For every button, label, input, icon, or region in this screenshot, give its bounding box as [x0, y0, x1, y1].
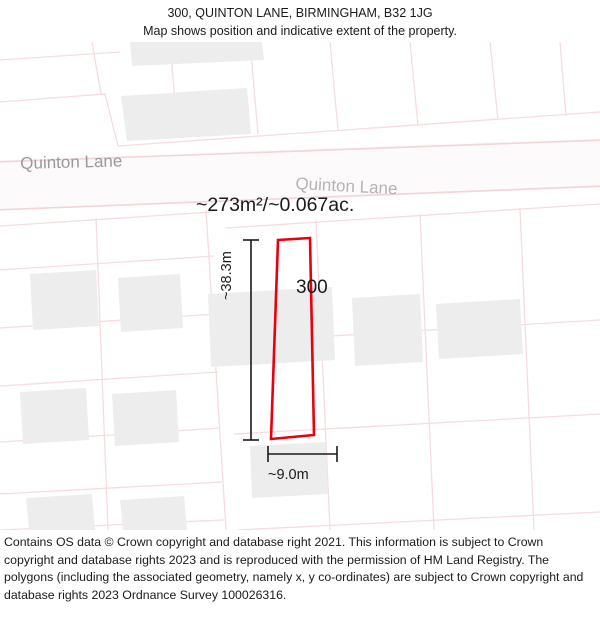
horizontal-dimension-label: ~9.0m	[268, 467, 309, 483]
street-label-quinton-lane-east: Quinton Lane	[295, 174, 398, 199]
plot-number-label: 300	[296, 277, 328, 298]
area-measurement-label: ~273m²/~0.067ac.	[196, 194, 355, 216]
page-header	[0, 0, 600, 39]
map-canvas[interactable]	[0, 42, 600, 530]
page-subtitle: Map shows position and indicative extent of the property.	[143, 24, 457, 38]
copyright-notice: Contains OS data © Crown copyright and database right 2021. This information is subject to Crown copyright and database rights 2023 and is reproduced with the permission of HM Land Registry. The polygons (including the associated geometry, namely x, y co-ordinates) are subject to Crown copyright and database rights 2023 Ordnance Survey 100026316.	[4, 535, 584, 602]
page-title: 300, QUINTON LANE, BIRMINGHAM, B32 1JG	[167, 6, 433, 20]
vertical-dimension-label: ~38.3m	[219, 251, 235, 300]
street-label-quinton-lane-west: Quinton Lane	[20, 151, 123, 173]
